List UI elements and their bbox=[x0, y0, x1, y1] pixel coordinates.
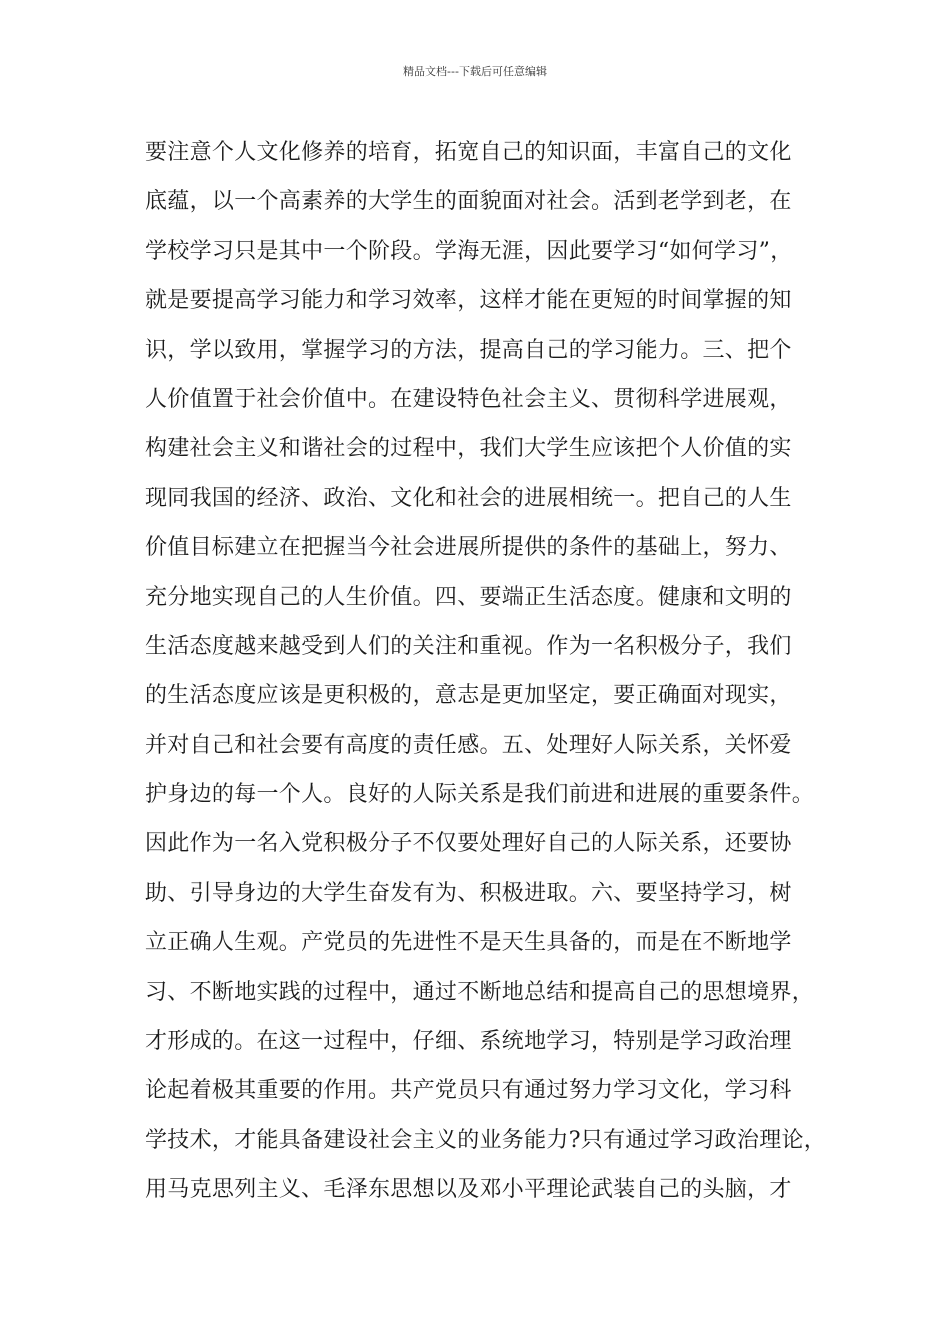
text-line: 学技术，才能具备建设社会主义的业务能力?只有通过学习政治理论， bbox=[145, 1127, 827, 1153]
body-text bbox=[145, 128, 827, 1215]
text-line: 用马克思列主义、毛泽东思想以及邓小平理论武装自己的头脑，才 bbox=[145, 1177, 792, 1203]
text-line: 充分地实现自己的人生价值。四、要端正生活态度。健康和文明的 bbox=[145, 584, 792, 610]
text-line: 就是要提高学习能力和学习效率，这样才能在更短的时间掌握的知 bbox=[145, 288, 792, 314]
text-line: 价值目标建立在把握当今社会进展所提供的条件的基础上，努力、 bbox=[145, 535, 792, 561]
text-line: 的生活态度应该是更积极的，意志是更加坚定，要正确面对现实， bbox=[145, 683, 792, 709]
page-header: 精品文档---下载后可任意编辑 bbox=[403, 65, 547, 78]
text-line: 底蕴，以一个高素养的大学生的面貌面对社会。活到老学到老，在 bbox=[145, 189, 792, 215]
text-line: 才形成的。在这一过程中，仔细、系统地学习，特别是学习政治理 bbox=[145, 1029, 792, 1055]
text-line: 要注意个人文化修养的培育，拓宽自己的知识面，丰富自己的文化 bbox=[145, 140, 792, 165]
text-line: 论起着极其重要的作用。共产党员只有通过努力学习文化，学习科 bbox=[145, 1078, 792, 1104]
text-line: 人价值置于社会价值中。在建设特色社会主义、贯彻科学进展观， bbox=[145, 386, 792, 412]
text-line: 习、不断地实践的过程中，通过不断地总结和提高自己的思想境界， bbox=[145, 979, 815, 1005]
text-line: 立正确人生观。产党员的先进性不是天生具备的，而是在不断地学 bbox=[145, 930, 792, 956]
text-line: 构建社会主义和谐社会的过程中，我们大学生应该把个人价值的实 bbox=[145, 436, 792, 462]
text-line: 学校学习只是其中一个阶段。学海无涯，因此要学习“如何学习”， bbox=[145, 238, 793, 264]
text-line: 现同我国的经济、政治、文化和社会的进展相统一。把自己的人生 bbox=[145, 485, 792, 511]
text-line: 识，学以致用，掌握学习的方法，提高自己的学习能力。三、把个 bbox=[145, 337, 792, 363]
text-line: 并对自己和社会要有高度的责任感。五、处理好人际关系，关怀爱 bbox=[145, 732, 792, 758]
text-line: 助、引导身边的大学生奋发有为、积极进取。六、要坚持学习，树 bbox=[145, 880, 792, 906]
text-line: 护身边的每一个人。良好的人际关系是我们前进和进展的重要条件。 bbox=[145, 782, 815, 808]
text-line: 因此作为一名入党积极分子不仅要处理好自己的人际关系，还要协 bbox=[145, 831, 792, 857]
text-line: 生活态度越来越受到人们的关注和重视。作为一名积极分子，我们 bbox=[145, 633, 792, 659]
